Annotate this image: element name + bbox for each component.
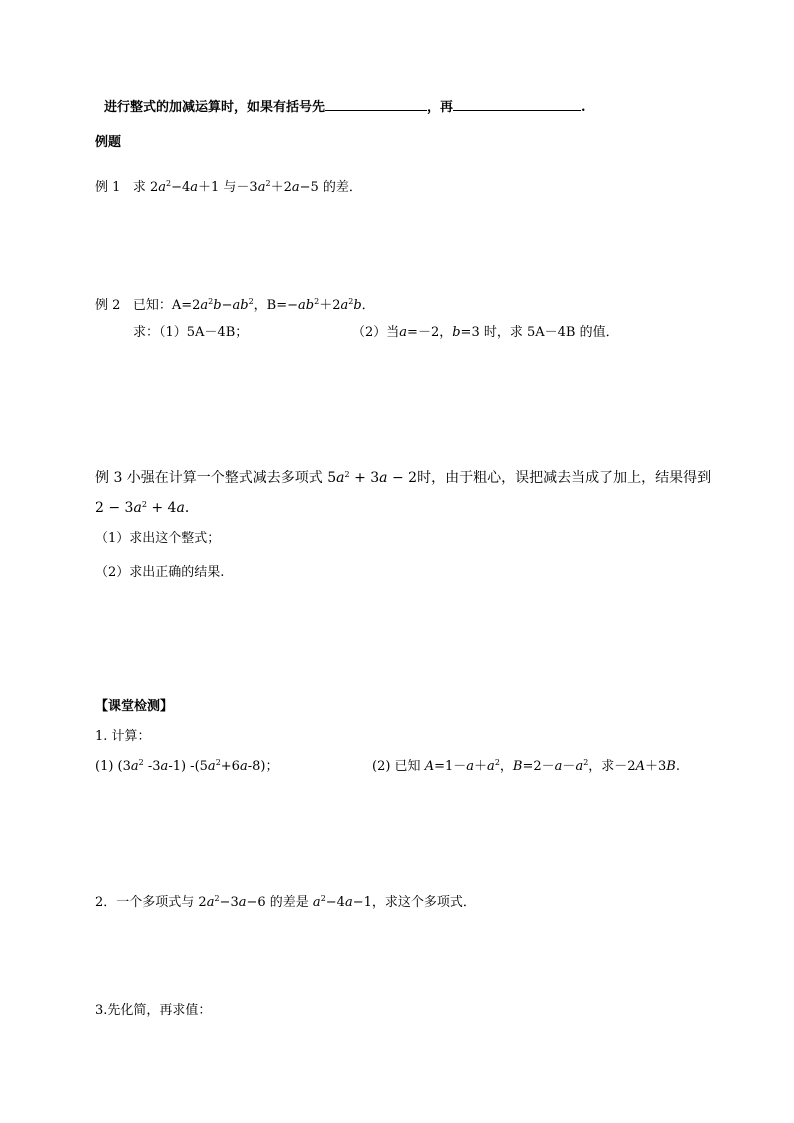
example-2-given: 例 2 已知：$A=2a^2b-ab^2$，$B=-ab^2+2a^2b$． <box>95 297 375 313</box>
example-3-line1: 例 3 小强在计算一个整式减去多项式 $5a^2 + 3a - 2$时，由于粗心，误把减去当成了加上，结果得到 <box>95 470 712 486</box>
example-3-line2: $2 - 3a^2 + 4a$． <box>95 500 199 516</box>
check-p1-label: 1. 计算： <box>95 729 151 744</box>
check-p1-b: (2) 已知 $A=1-a+a^2$，$B=2-a-a^2$，求－2A＋3B. <box>372 758 680 774</box>
example-3-q2: （2）求出正确的结果. <box>95 565 225 580</box>
example-2-label: 例 2 <box>95 298 121 313</box>
check-p2: 2．一个多项式与 $2a^2-3a-6$ 的差是 $a^2-4a-1$，求这个多项式． <box>95 894 476 910</box>
intro-text-a: 进行整式的加减运算时，如果有括号先 <box>104 100 326 115</box>
check-p3: 3.先化简，再求值： <box>95 1003 212 1018</box>
example-3-q1: （1）求出这个整式； <box>95 531 221 546</box>
check-p1-a: (1) ($3a^2$ -3a-1) $-(5a^2+6a-8)$； <box>95 758 279 774</box>
example-2-ask: 求：（1）5A－4B； <box>133 325 249 340</box>
check-heading: 【课堂检测】 <box>95 699 174 714</box>
intro-text-b: ，再 <box>427 100 454 115</box>
intro-text-c: . <box>581 100 586 115</box>
example-2-part2: （2）当a=－2，b=3 时，求 5A－4B 的值． <box>352 325 619 340</box>
intro-line <box>104 98 586 114</box>
intro-blank-1[interactable] <box>325 98 427 111</box>
example-1: 例 1 求 $2a^2-4a+1$ 与$-3a^2+2a-5$ 的差． <box>95 179 362 195</box>
intro-blank-2[interactable] <box>453 98 581 111</box>
example-1-label: 例 1 <box>95 180 121 195</box>
examples-heading: 例题 <box>95 135 122 150</box>
